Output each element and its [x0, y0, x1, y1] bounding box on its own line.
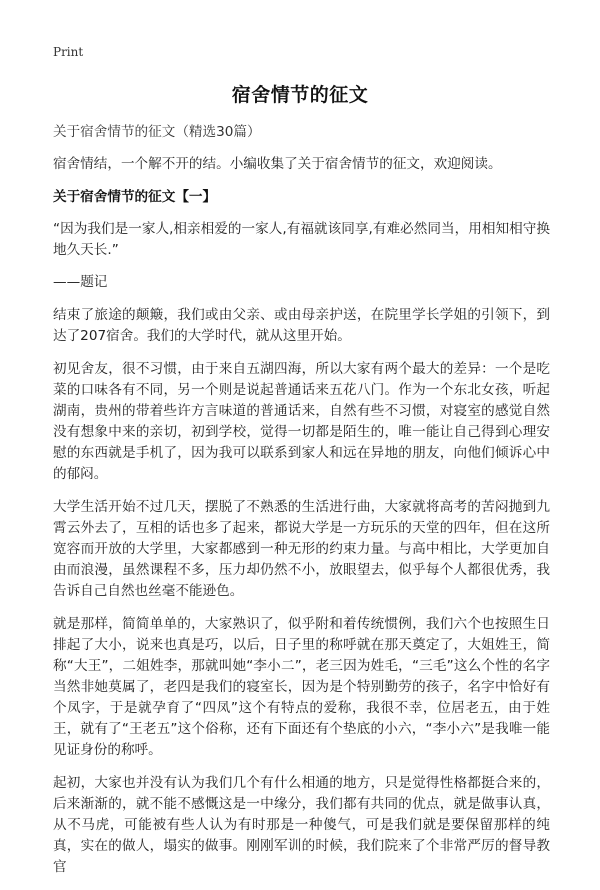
- article-subtitle: 关于宿舍情节的征文（精选30篇）: [53, 124, 261, 140]
- page-title: 宿舍情节的征文: [231, 84, 369, 106]
- section-heading: 关于宿舍情节的征文【一】: [53, 189, 217, 205]
- print-link[interactable]: Print: [53, 45, 84, 59]
- article-body: [53, 122, 550, 890]
- epigraph-signature: ——题记: [53, 274, 108, 290]
- body-paragraph-4: 就是那样，简简单单的，大家熟识了，似乎附和着传统惯例，我们六个也按照生日排起了大小，说来也真是巧，以后，日子里的称呼就在那天奠定了，大姐姓王，简称“大王”，二姐姓李，那就叫她“李小二”，老三因为姓毛，“三毛”这么个性的名字当然非她莫属了，老四是我们的寝室长，因为是个特别勤劳的孩子，名字中恰好有个凤字，于是就孕育了“四凤”这个有特点的爱称，我很不幸，位居老五，由于姓王，就有了“王老五”这个俗称，还有下面还有个垫底的小六，“李小六”是我唯一能见证身份的称呼。: [53, 616, 550, 758]
- body-paragraph-2: 初见舍友，很不习惯，由于来自五湖四海，所以大家有两个最大的差异：一个是吃菜的口味各有不同，另一个则是说起普通话来五花八门。作为一个东北女孩，听起湖南，贵州的带着些许方言味道的普通话来，自然有些不习惯，对寝室的感觉自然没有想象中来的亲切，初到学校，觉得一切都是陌生的，唯一能让自己得到心理安慰的东西就是手机了，因为我可以联系到家人和远在异地的朋友，向他们倾诉心中的郁闷。: [53, 361, 550, 482]
- article-intro: 宿舍情结，一个解不开的结。小编收集了关于宿舍情节的征文，欢迎阅读。: [53, 156, 502, 172]
- body-paragraph-3: 大学生活开始不过几天，摆脱了不熟悉的生活进行曲，大家就将高考的苦闷抛到九霄云外去了，互相的话也多了起来，都说大学是一方玩乐的天堂的四年，但在这所宽容而开放的大学里，大家都感到一种无形的约束力量。与高中相比，大学更加自由而浪漫，虽然课程不多，压力却仍然不小，放眼望去，似乎每个人都很优秀，我告诉自己自然也丝毫不能逊色。: [53, 499, 550, 599]
- body-paragraph-5: 起初，大家也并没有认为我们几个有什么相通的地方，只是觉得性格都挺合来的，后来渐渐的，就不能不感慨这是一中缘分，我们都有共同的优点，就是做事认真，从不马虎，可能被有些人认为有时那是一种傻气，可是我们就是要保留那样的纯真，实在的做人，塌实的做事。刚刚军训的时候，我们院来了个非常严厉的督导教官: [53, 775, 550, 875]
- body-paragraph-1: 结束了旅途的颠簸，我们或由父亲、或由母亲护送，在院里学长学姐的引领下，到达了207宿舍。我们的大学时代，就从这里开始。: [53, 307, 550, 344]
- epigraph-quote: “因为我们是一家人,相亲相爱的一家人,有福就该同享,有难必然同当，用相知相守换地久天长.”: [53, 221, 550, 258]
